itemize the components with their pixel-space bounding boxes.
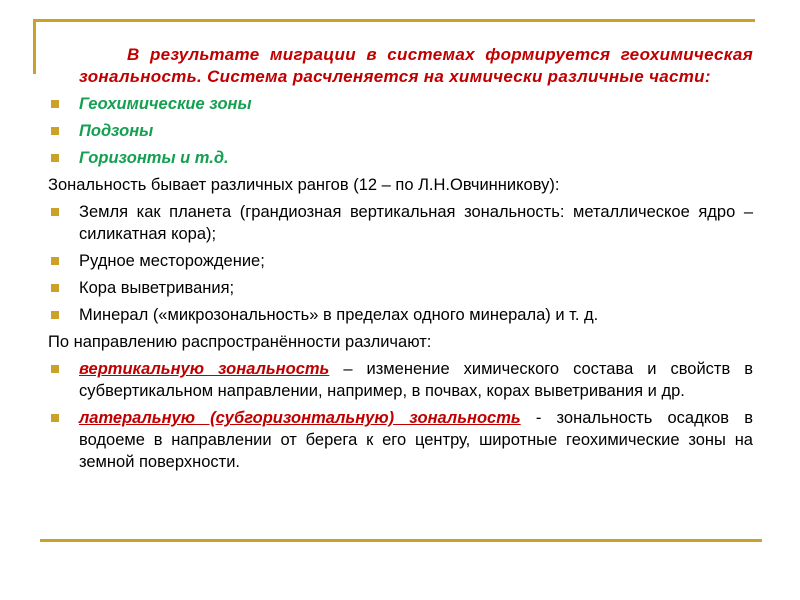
square-bullet-icon	[51, 365, 59, 373]
direction-heading: По направлению распространённости различают:	[48, 333, 432, 351]
square-bullet-icon	[51, 127, 59, 135]
square-bullet-icon	[51, 154, 59, 162]
list-item-rank	[48, 277, 753, 299]
list-item-direction	[48, 407, 753, 473]
bottom-border-line	[40, 539, 762, 542]
square-bullet-icon	[51, 414, 59, 422]
intro-paragraph: В результате миграции в системах формируется геохимическая зональность. Система расчленяется на химически различные части:	[79, 45, 753, 86]
list-item-rank	[48, 201, 753, 245]
direction-description: - зональность осадков в водоеме в направлении от берега к его центру, широтные геохимические зоны на земной поверхности.	[79, 409, 754, 471]
rank-text: Земля как планета (грандиозная вертикальная зональность: металлическое ядро – силикатная кора);	[79, 203, 753, 243]
list-item-rank	[48, 250, 753, 272]
rank-text: Минерал («микрозональность» в пределах одного минерала) и т. д.	[79, 306, 599, 324]
list-item-part	[48, 93, 753, 115]
slide-content	[48, 44, 753, 478]
left-border-line	[33, 19, 36, 74]
part-label: Подзоны	[79, 122, 154, 140]
part-label: Горизонты и т.д.	[79, 149, 229, 167]
square-bullet-icon	[51, 284, 59, 292]
square-bullet-icon	[51, 208, 59, 216]
square-bullet-icon	[51, 257, 59, 265]
ranks-heading: Зональность бывает различных рангов (12 – по Л.Н.Овчинникову):	[48, 176, 560, 194]
rank-text: Рудное месторождение;	[79, 252, 265, 270]
list-item-rank	[48, 304, 753, 326]
direction-description: – изменение химического состава и свойств в субвертикальном направлении, например, в почвах, корах выветривания и др.	[79, 360, 754, 400]
direction-term: латеральную (субгоризонтальную) зональность	[79, 409, 521, 427]
square-bullet-icon	[51, 100, 59, 108]
direction-term: вертикальную зональность	[79, 360, 330, 378]
list-item-part	[48, 147, 753, 169]
square-bullet-icon	[51, 311, 59, 319]
rank-text: Кора выветривания;	[79, 279, 235, 297]
list-item-direction	[48, 358, 753, 402]
top-border-line	[33, 19, 755, 22]
part-label: Геохимические зоны	[79, 95, 252, 113]
list-item-part	[48, 120, 753, 142]
